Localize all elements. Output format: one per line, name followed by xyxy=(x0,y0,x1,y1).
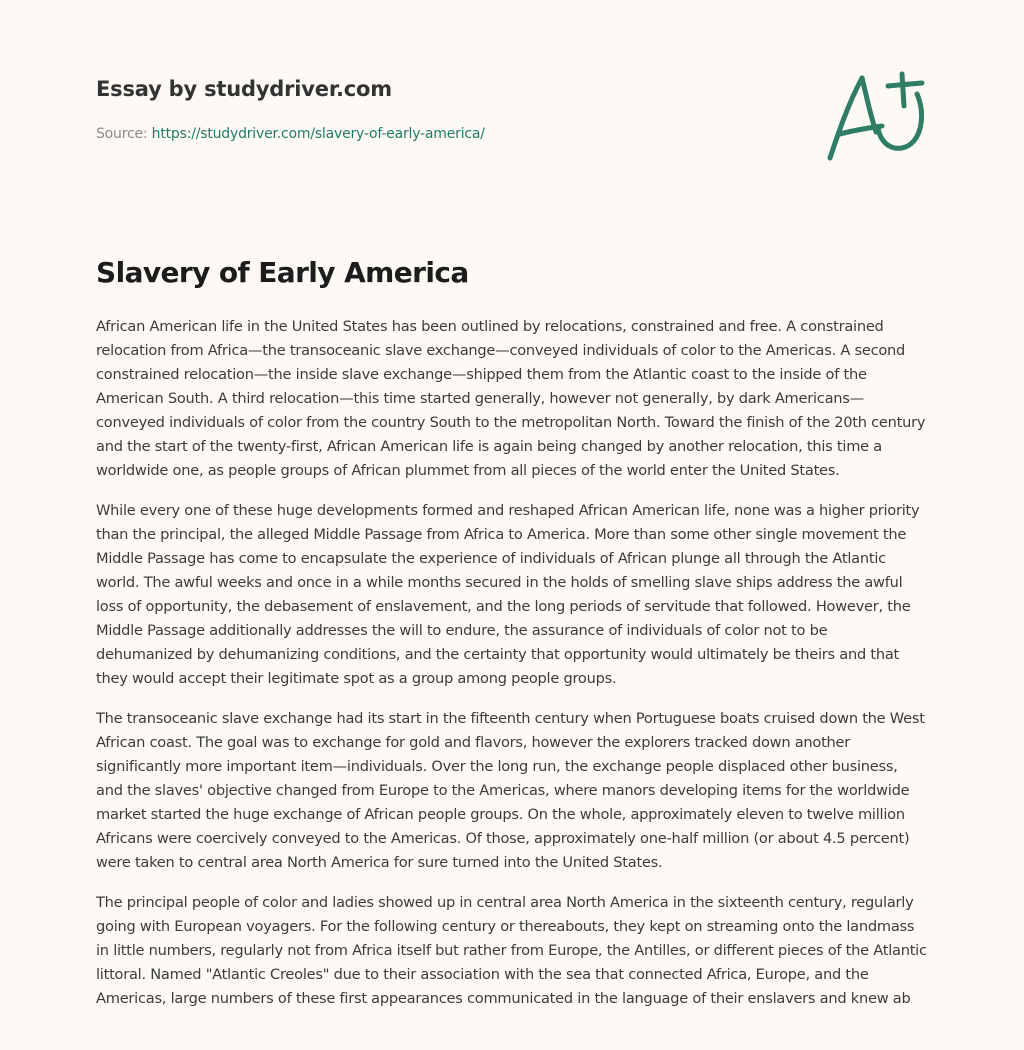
essay-title: Slavery of Early America xyxy=(96,256,469,289)
a-plus-grade-icon xyxy=(818,64,933,169)
essay-paragraph: The transoceanic slave exchange had its start in the fifteenth century when Portuguese boats cruised down the West African coast. The goal was to exchange for gold and flavors, however the explorers tracked down another significantly more important item—individuals. Over the long run, the exchange people displaced other business, and the slaves' objective changed from Europe to the Americas, where manors developing items for the worldwide market started the huge exchange of African people groups. On the whole, approximately eleven to twelve million Africans were coercively conveyed to the Americas. Of those, approximately one-half million (or about 4.5 percent) were taken to central area North America for sure turned into the United States. xyxy=(96,710,925,871)
essay-paragraph: While every one of these huge developments formed and reshaped African American life, none was a higher priority than the principal, the alleged Middle Passage from Africa to America. More than some other single movement the Middle Passage has come to encapsulate the experience of individuals of African plunge all through the Atlantic world. The awful weeks and once in a while months secured in the holds of smelling slave ships address the awful loss of opportunity, the debasement of enslavement, and the long periods of servitude that followed. However, the Middle Passage additionally addresses the will to endure, the assurance of individuals of color not to be dehumanized by dehumanizing conditions, and the certainty that opportunity would ultimately be theirs and that they would accept their legitimate spot as a group among people groups. xyxy=(96,502,920,687)
essay-body xyxy=(96,315,928,1027)
source-line xyxy=(96,124,796,144)
essay-paragraph: The principal people of color and ladies showed up in central area North America in the sixteenth century, regularly going with European voyagers. For the following century or thereabouts, they kept on streaming onto the landmass in little numbers, regularly not from Africa itself but rather from Europe, the Antilles, or different pieces of the Atlantic littoral. Named "Atlantic Creoles" due to their association with the sea that connected Africa, Europe, and the Americas, large numbers of these first appearances communicated in the language of their enslavers and knew ab xyxy=(96,894,927,1007)
essay-header xyxy=(96,74,796,144)
brand-title: Essay by studydriver.com xyxy=(96,77,392,101)
essay-paragraph: African American life in the United States has been outlined by relocations, constrained and free. A constrained relocation from Africa—the transoceanic slave exchange—conveyed individuals of color to the Americas. A second constrained relocation—the inside slave exchange—shipped them from the Atlantic coast to the inside of the American South. A third relocation—this time started generally, however not generally, by dark Americans—conveyed individuals of color from the country South to the metropolitan North. Toward the finish of the 20th century and the start of the twenty-first, African American life is again being changed by another relocation, this time a worldwide one, as people groups of African plummet from all pieces of the world enter the United States. xyxy=(96,318,926,479)
source-link[interactable]: https://studydriver.com/slavery-of-early-america/ xyxy=(151,126,485,142)
source-label: Source: xyxy=(96,126,152,142)
